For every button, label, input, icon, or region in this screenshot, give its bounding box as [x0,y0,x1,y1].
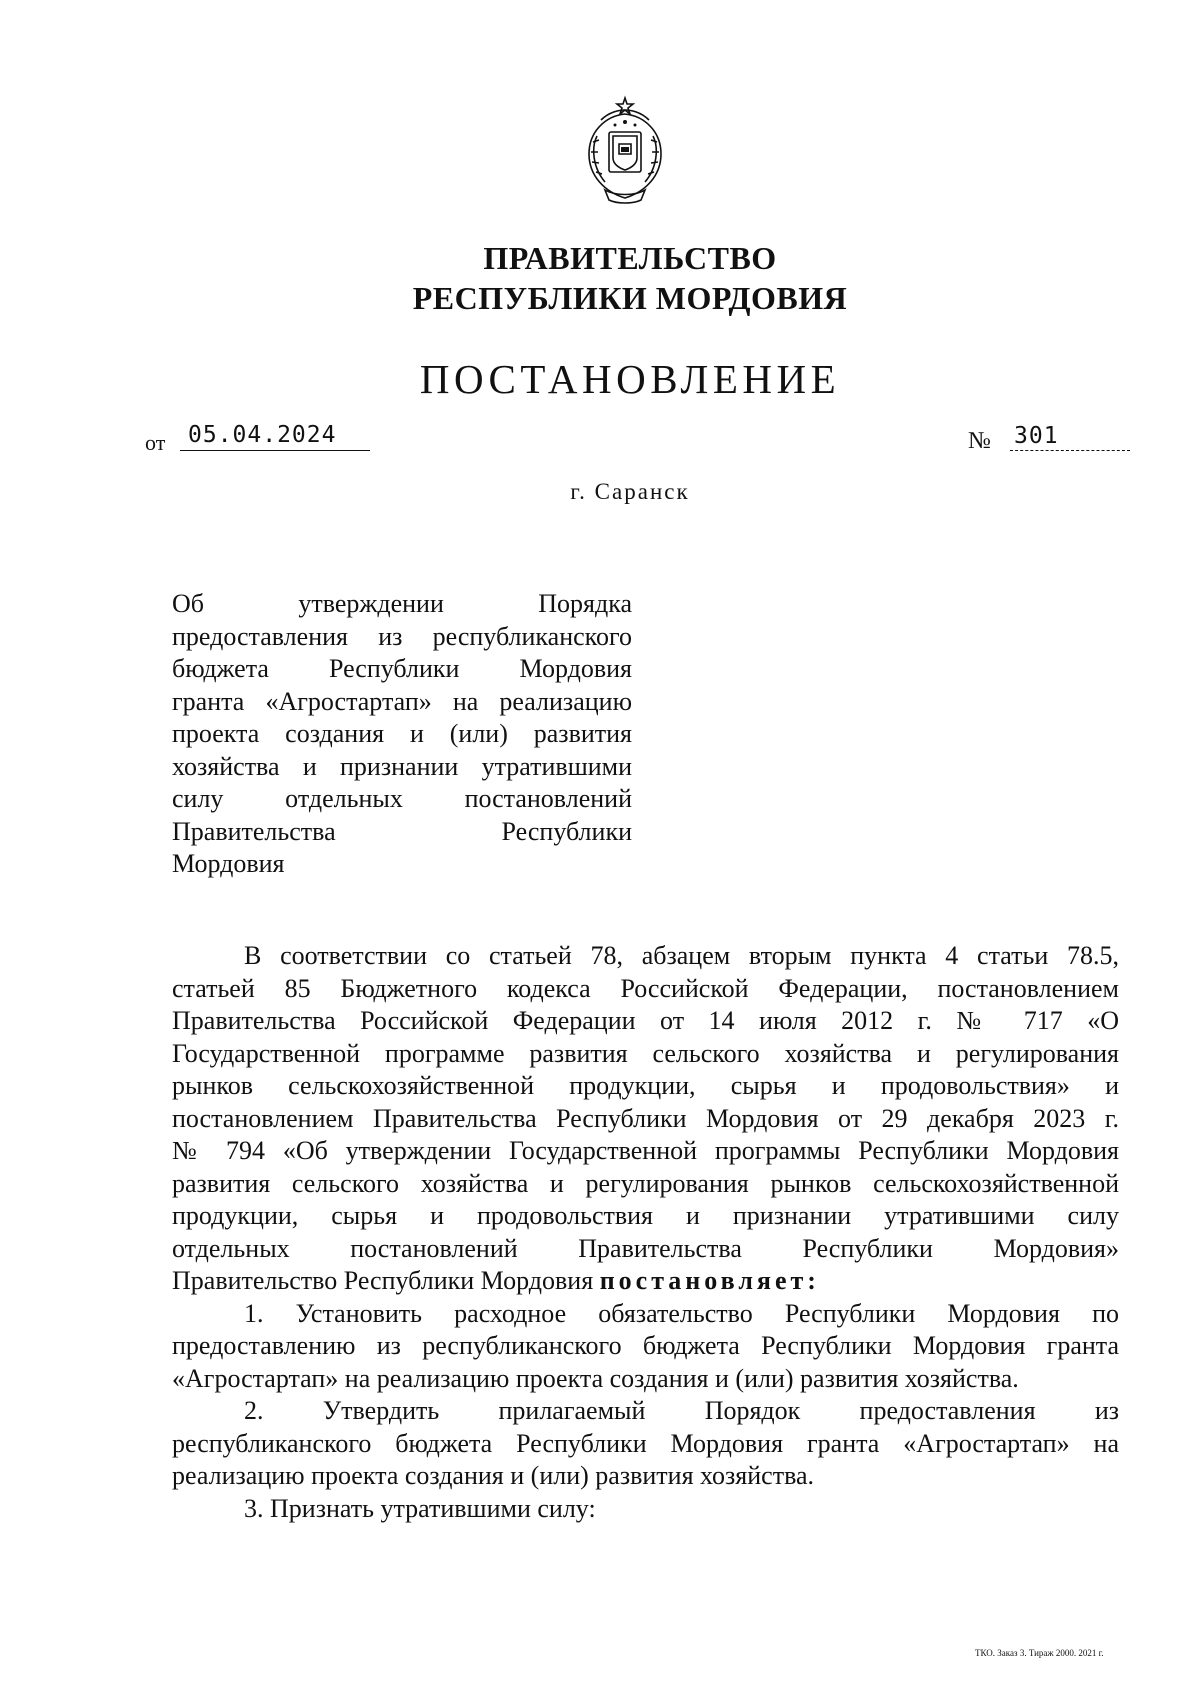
subject-line: хозяйства и признании утратившими [172,751,632,781]
preamble-line: № 794 «Об утверждении Государственной программы Республики Мордовия [172,1136,1119,1165]
preamble-final-line [172,1265,1119,1298]
document-subject [172,588,632,881]
number-sign: № [968,428,991,454]
subject-line: гранта «Агростартап» на реализацию [172,686,632,716]
preamble-line: В соответствии со статьей 78, абзацем вторым пункта 4 статьи 78.5, [244,941,1119,970]
preamble-line: статьей 85 Бюджетного кодекса Российской Федерации, постановлением [172,973,1119,1003]
item-3-line: 3. Признать утратившими силу: [244,1493,596,1523]
subject-line: силу отдельных постановлений [172,784,632,813]
city-of-issue: г. Саранск [570,479,690,504]
preamble-line: отдельных постановлений Правительства Республики Мордовия» [172,1233,1119,1263]
preamble-line: Государственной программе развития сельского хозяйства и регулирования [172,1038,1119,1068]
preamble-final-lead: Правительство Республики Мордовия [172,1266,594,1295]
print-footer: ТКО. Заказ 3. Тираж 2000. 2021 г. [975,1648,1104,1658]
subject-line: Мордовия [172,849,285,878]
item-2-line: 2. Утвердить прилагаемый Порядок предоставления из [244,1396,1119,1425]
preamble-line: рынков сельскохозяйственной продукции, сырья и продовольствия» и [172,1071,1119,1100]
item-1-line: «Агростартап» на реализацию проекта создания и (или) развития хозяйства. [172,1363,1019,1393]
subject-line: Об утверждении Порядка [172,589,632,618]
document-type-title: ПОСТАНОВЛЕНИЕ [419,356,841,402]
date-prefix: от [145,430,166,455]
subject-line: проекта создания и (или) развития [172,719,632,748]
preamble-line: постановлением Правительства Республики Мордовия от 29 декабря 2023 г. [172,1103,1119,1133]
item-1-line: 1. Установить расходное обязательство Республики Мордовия по [244,1298,1119,1328]
document-body [172,940,1119,1525]
subject-line: бюджета Республики Мордовия [172,654,632,683]
preamble-line: развития сельского хозяйства и регулирования рынков сельскохозяйственной [172,1168,1119,1198]
coat-of-arms-emblem [575,92,675,207]
item-2-line: республиканского бюджета Республики Мордовия гранта «Агростартап» на [172,1428,1119,1458]
document-date: 05.04.2024 [188,422,337,448]
item-1-line: предоставлению из республиканского бюджета Республики Мордовия гранта [172,1331,1119,1360]
item-2-line: реализацию проекта создания и (или) развития хозяйства. [172,1461,815,1490]
date-underline [180,450,370,451]
number-underline [1010,450,1130,451]
preamble-line: продукции, сырья и продовольствия и признании утратившими силу [172,1201,1119,1230]
resolves-keyword: постановляет: [599,1266,820,1295]
preamble-line: Правительства Российской Федерации от 14 июля 2012 г. № 717 «О [172,1006,1119,1035]
subject-line: предоставления из республиканского [172,621,632,651]
document-number: 301 [1014,423,1059,449]
government-name-line1: ПРАВИТЕЛЬСТВО [483,240,777,276]
subject-line: Правительства Республики [172,816,632,846]
government-name-line2: РЕСПУБЛИКИ МОРДОВИЯ [412,280,848,316]
